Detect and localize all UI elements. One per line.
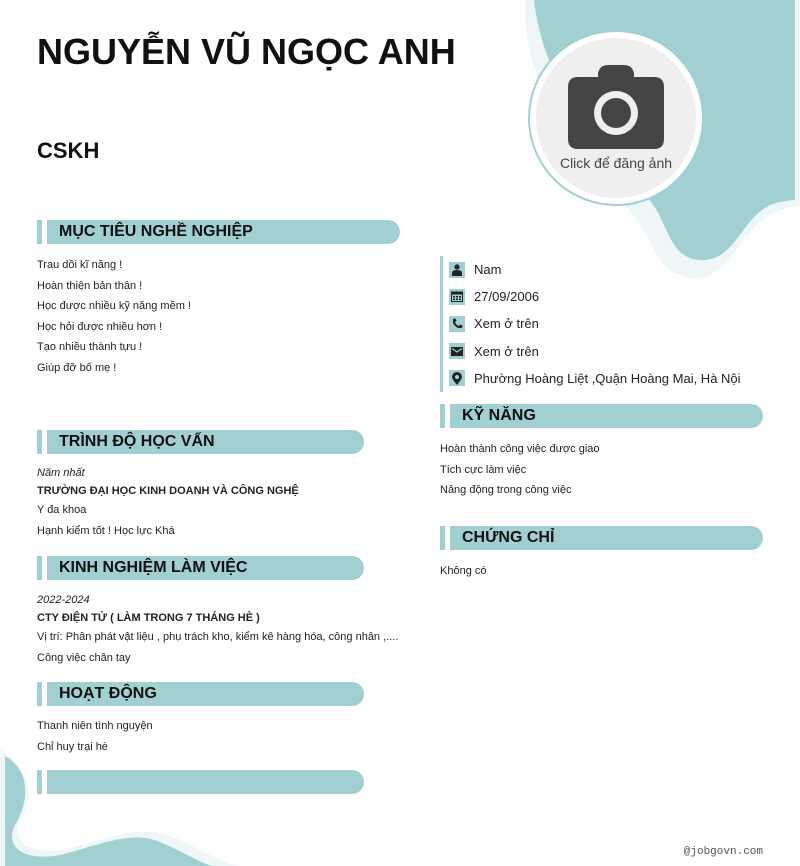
education-note: Hạnh kiểm tốt ! Học lực Khá — [37, 524, 175, 537]
contact-dob: 27/09/2006 — [449, 283, 741, 310]
section-experience-header — [37, 556, 364, 580]
section-education-header — [37, 430, 364, 454]
contact-email: Xem ở trên — [449, 338, 741, 365]
camera-icon — [568, 65, 664, 149]
certificates-list — [440, 561, 486, 582]
section-title — [47, 770, 364, 794]
candidate-name: NGUYỄN VŨ NGỌC ANH — [37, 31, 456, 72]
contact-phone: Xem ở trên — [449, 310, 741, 337]
contact-address: Phường Hoàng Liệt ,Quận Hoàng Mai, Hà Nội — [449, 365, 741, 392]
section-title: HOẠT ĐỘNG — [47, 682, 364, 706]
job-title: CSKH — [37, 138, 100, 163]
list-item: Học được nhiều kỹ năng mềm ! — [37, 300, 191, 313]
objective-list — [37, 255, 191, 379]
education-major: Y đa khoa — [37, 504, 87, 516]
avatar-label: Click để đăng ảnh — [559, 155, 673, 171]
activities-list — [37, 716, 153, 757]
list-item: Năng động trong công việc — [440, 484, 572, 497]
list-item: Giúp đỡ bố mẹ ! — [37, 361, 117, 374]
section-title: KINH NGHIỆM LÀM VIỆC — [47, 556, 364, 580]
section-activities-header — [37, 682, 364, 706]
section-title: CHỨNG CHỈ — [450, 526, 763, 550]
education-list — [37, 464, 299, 541]
list-item: Tích cực làm việc — [440, 463, 527, 476]
section-objective-header — [37, 220, 400, 244]
person-icon — [449, 262, 465, 278]
map-pin-icon — [449, 370, 465, 386]
list-item: Hoàn thiện bản thân ! — [37, 279, 143, 292]
section-skills-header — [440, 404, 763, 428]
education-period: Năm nhất — [37, 467, 85, 479]
list-item: Chỉ huy trại hè — [37, 740, 108, 753]
envelope-icon — [449, 343, 465, 359]
footer-brand: @jobgovn.com — [683, 846, 763, 858]
education-school: TRƯỜNG ĐẠI HỌC KINH DOANH VÀ CÔNG NGHỆ — [37, 485, 299, 497]
list-item: Không có — [440, 565, 487, 577]
section-empty-header — [37, 770, 364, 794]
phone-icon — [449, 316, 465, 332]
section-title: MỤC TIÊU NGHỀ NGHIỆP — [47, 220, 400, 244]
experience-company: CTY ĐIỆN TỬ ( LÀM TRONG 7 THÁNG HÈ ) — [37, 612, 260, 624]
list-item: Trau dồi kĩ năng ! — [37, 259, 123, 271]
section-title: TRÌNH ĐỘ HỌC VẤN — [47, 430, 364, 454]
section-certificates-header — [440, 526, 763, 550]
list-item: Tạo nhiều thành tựu ! — [37, 341, 143, 354]
experience-position: Vị trí: Phân phát vật liệu , phụ trách kho, kiểm kê hàng hóa, công nhân ,.... — [37, 631, 399, 643]
contact-info — [440, 256, 741, 392]
section-title: KỸ NĂNG — [450, 404, 763, 428]
list-item: Hoàn thành công việc được giao — [440, 443, 600, 455]
avatar-upload[interactable] — [528, 30, 704, 206]
experience-desc: Công việc chân tay — [37, 651, 131, 664]
calendar-icon — [449, 289, 465, 305]
experience-list — [37, 591, 398, 668]
list-item: Học hỏi được nhiều hơn ! — [37, 320, 163, 333]
experience-period: 2022-2024 — [37, 594, 90, 606]
contact-gender: Nam — [449, 256, 741, 283]
list-item: Thanh niên tình nguyện — [37, 720, 153, 732]
skills-list — [440, 439, 600, 501]
